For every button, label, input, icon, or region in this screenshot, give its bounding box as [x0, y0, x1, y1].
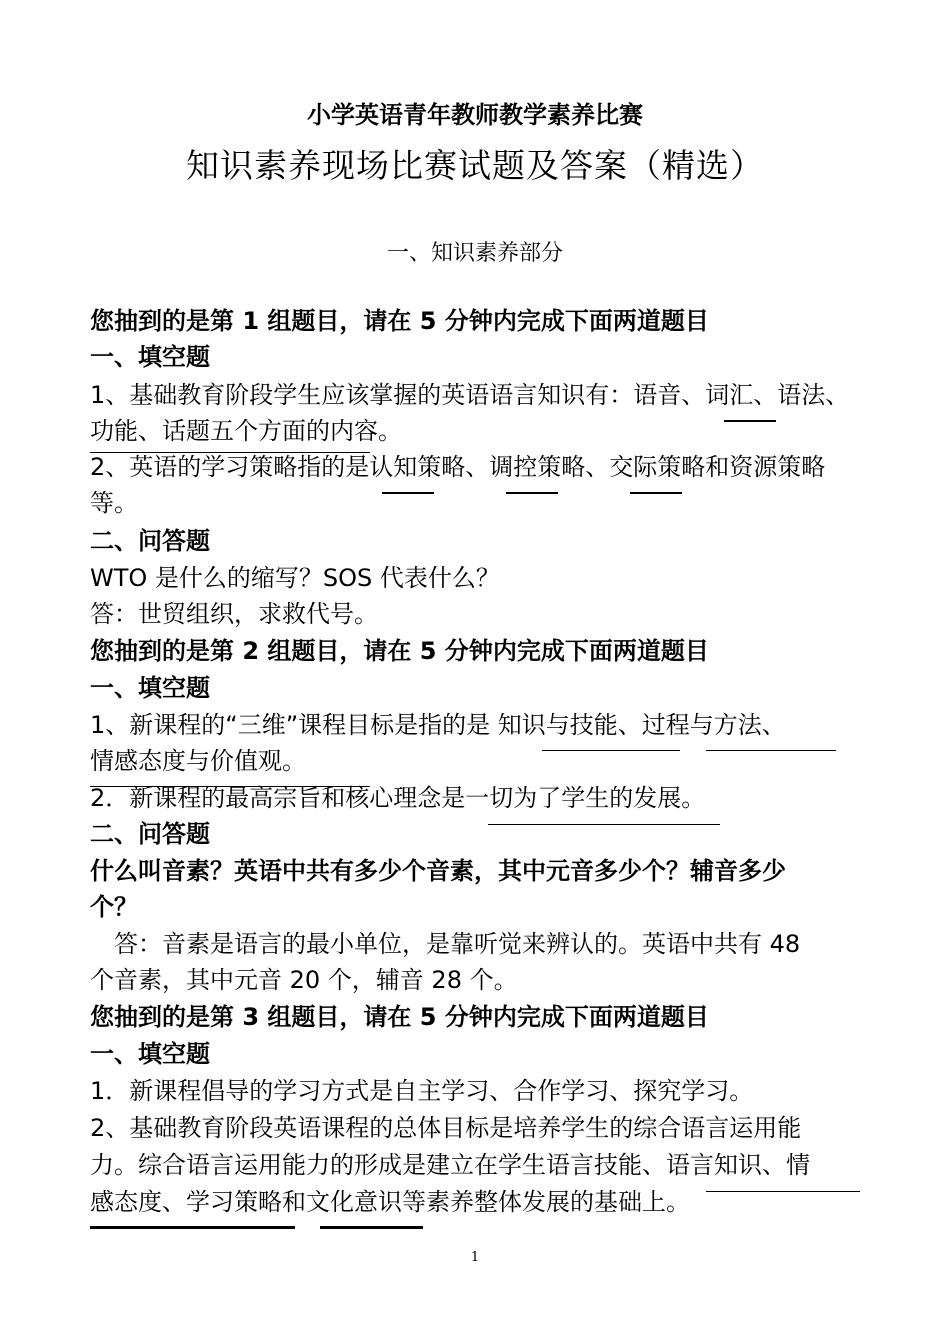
document-title: 小学英语青年教师教学素养比赛 [307, 101, 643, 129]
group-3-intro: 您抽到的是第 3 组题目，请在 5 分钟内完成下面两道题目 [90, 1003, 709, 1031]
group-2-fill-line-3: 2．新课程的最高宗旨和核心理念是一切为了学生的发展。 [90, 784, 706, 812]
section-heading: 一、知识素养部分 [386, 241, 563, 266]
group-1-fill-heading: 一、填空题 [90, 343, 210, 371]
group-3-fill-line-2: 2、基础教育阶段英语课程的总体目标是培养学生的综合语言运用能 [90, 1114, 802, 1142]
group-2-qa-question-2: 个？ [90, 893, 138, 921]
page-number: 1 [470, 1250, 480, 1265]
group-2-qa-answer-1: 答：音素是语言的最小单位，是靠听觉来辨认的。英语中共有 48 [114, 930, 801, 958]
group-1-qa-question: WTO 是什么的缩写？SOS 代表什么？ [90, 564, 500, 592]
group-2-fill-heading: 一、填空题 [90, 674, 210, 702]
group-2-qa-question-1: 什么叫音素？英语中共有多少个音素，其中元音多少个？辅音多少 [90, 857, 786, 885]
group-2-fill-line-1: 1、新课程的“三维”课程目标是指的是 知识与技能、过程与方法、 [90, 711, 786, 739]
group-3-fill-line-4: 感态度、学习策略和文化意识等素养整体发展的基础上。 [90, 1188, 690, 1216]
group-1-fill-line-4: 等。 [90, 489, 138, 517]
answer-underline [320, 1226, 423, 1229]
answer-underline [90, 1226, 295, 1229]
group-1-fill-line-3: 2、英语的学习策略指的是认知策略、调控策略、交际策略和资源策略 [90, 453, 826, 481]
group-3-fill-line-3: 力。综合语言运用能力的形成是建立在学生语言技能、语言知识、情 [90, 1151, 810, 1179]
group-1-intro: 您抽到的是第 1 组题目，请在 5 分钟内完成下面两道题目 [90, 307, 709, 335]
group-1-fill-line-1: 1、基础教育阶段学生应该掌握的英语语言知识有：语音、词汇、语法、 [90, 381, 850, 409]
group-1-qa-answer: 答：世贸组织，求救代号。 [90, 600, 378, 628]
group-2-qa-answer-2: 个音素，其中元音 20 个，辅音 28 个。 [90, 966, 518, 994]
group-3-fill-line-1: 1．新课程倡导的学习方式是自主学习、合作学习、探究学习。 [90, 1077, 754, 1105]
group-1-qa-heading: 二、问答题 [90, 527, 210, 555]
group-2-fill-line-2: 情感态度与价值观。 [90, 747, 306, 775]
group-3-fill-heading: 一、填空题 [90, 1040, 210, 1068]
group-2-qa-heading: 二、问答题 [90, 820, 210, 848]
group-1-fill-line-2: 功能、话题五个方面的内容。 [90, 417, 402, 445]
group-2-intro: 您抽到的是第 2 组题目，请在 5 分钟内完成下面两道题目 [90, 637, 709, 665]
document-subtitle: 知识素养现场比赛试题及答案（精选） [186, 146, 764, 185]
